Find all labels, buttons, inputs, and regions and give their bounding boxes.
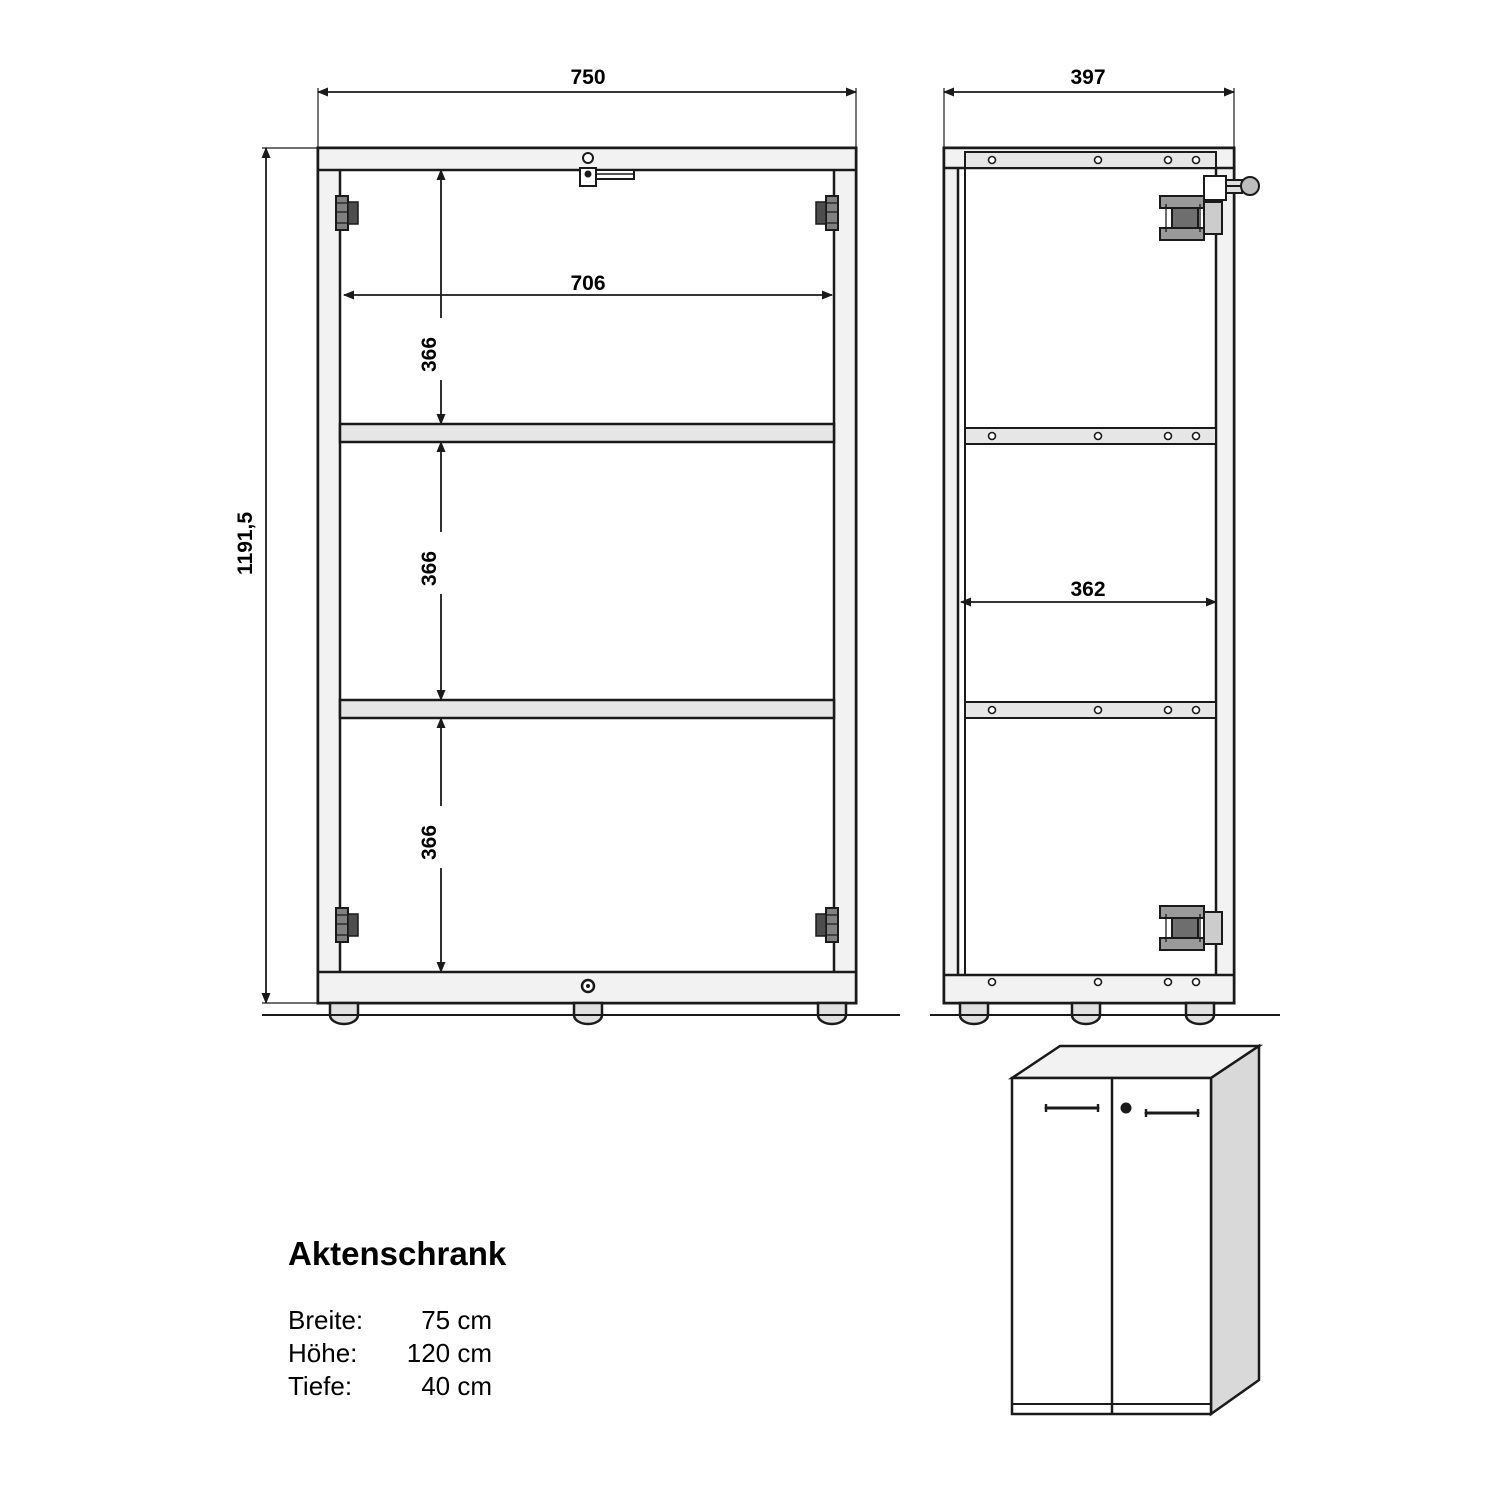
side-shelf-rail-lower (965, 702, 1216, 718)
dim-overall-width-label: 750 (570, 66, 606, 89)
side-feet (960, 1003, 1214, 1024)
front-left-panel (318, 148, 340, 1003)
perspective-side-surface (1211, 1046, 1259, 1414)
front-feet (330, 1003, 846, 1024)
spec-label-breite: Breite: (288, 1305, 364, 1335)
spec-label-hoehe: Höhe: (288, 1338, 358, 1368)
dim-inner-width-label: 706 (570, 272, 606, 295)
side-shelf-rail-upper (965, 428, 1216, 444)
side-back-panel (944, 148, 958, 1003)
side-cabinet-outline (944, 148, 1234, 1003)
dim-overall-height (234, 148, 318, 1003)
dim-compartment-middle-label: 366 (418, 550, 441, 586)
dim-overall-height-label: 1191,5 (234, 511, 257, 575)
side-view-group (930, 66, 1280, 1024)
perspective-lock-icon (1121, 1103, 1132, 1114)
side-bottom-panel (944, 975, 1234, 1003)
spec-value-hoehe: 120 cm (406, 1338, 492, 1368)
dim-overall-depth (944, 66, 1234, 148)
dim-overall-depth-label: 397 (1070, 66, 1106, 89)
front-view-group (234, 66, 900, 1024)
spec-title: Aktenschrank (288, 1235, 507, 1272)
spec-value-tiefe: 40 cm (421, 1371, 492, 1401)
spec-value-breite: 75 cm (421, 1305, 492, 1335)
front-shelf-lower (340, 700, 834, 718)
dim-overall-width (318, 66, 856, 148)
spec-label-tiefe: Tiefe: (288, 1371, 353, 1401)
spec-block (288, 1235, 507, 1401)
product-perspective-view (1012, 1046, 1259, 1414)
front-right-panel (834, 148, 856, 1003)
dim-compartment-top-label: 366 (418, 336, 441, 372)
front-shelf-upper (340, 424, 834, 442)
front-bottom-fitting (582, 980, 594, 992)
dim-compartment-bottom-label: 366 (418, 824, 441, 860)
side-top-rail (965, 152, 1216, 168)
dim-inner-depth-label: 362 (1070, 578, 1106, 601)
side-door-panel (1216, 148, 1234, 1003)
